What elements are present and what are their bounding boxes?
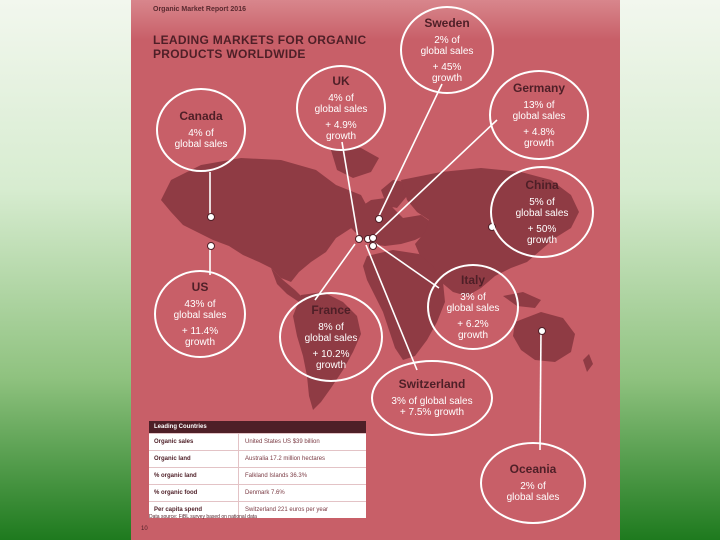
north-america-shape	[161, 158, 369, 282]
callout-china	[490, 166, 594, 258]
callout-sweden	[400, 6, 494, 94]
location-dot-oceania	[538, 327, 546, 335]
callout-china-share-label: global sales	[515, 207, 569, 219]
location-dot-sweden	[375, 215, 383, 223]
new-zealand-shape	[583, 354, 593, 372]
table-source-note: Data source: FiBL survey based on national data	[149, 514, 257, 520]
callout-sweden-share: 2% of	[434, 34, 460, 46]
callout-france-growth-label: growth	[315, 359, 346, 371]
table-row-value: Falkland Islands 36.3%	[238, 468, 366, 484]
connector-oceania	[540, 330, 541, 450]
callout-us	[154, 270, 246, 358]
table-header: Leading Countries	[149, 421, 366, 433]
callout-uk-growth: + 4.9%	[325, 119, 357, 131]
callout-canada-name: Canada	[179, 109, 223, 123]
callout-sweden-growth: + 45%	[432, 61, 462, 73]
table-row	[149, 433, 366, 450]
location-dot-italy	[369, 242, 377, 250]
callout-italy-share-label: global sales	[446, 302, 500, 314]
report-label: Organic Market Report 2016	[153, 6, 246, 13]
callout-switzerland-name: Switzerland	[398, 377, 466, 391]
table-row-value: Denmark 7.6%	[238, 485, 366, 501]
callout-germany-growth: + 4.8%	[523, 126, 555, 138]
callout-china-growth: + 50%	[527, 223, 557, 235]
callout-italy-growth: + 6.2%	[457, 318, 489, 330]
table-row-key: % organic land	[154, 473, 197, 479]
callout-italy-share: 3% of	[460, 291, 486, 303]
callout-us-share-label: global sales	[173, 309, 227, 321]
callout-switzerland	[371, 360, 493, 436]
table-row-value: United States US $39 billion	[238, 434, 366, 450]
callout-france-share: 8% of	[318, 321, 344, 333]
callout-germany-growth-label: growth	[523, 137, 554, 149]
callout-uk	[296, 65, 386, 151]
callout-us-name: US	[191, 279, 209, 294]
callout-germany	[489, 70, 589, 160]
callout-china-name: China	[525, 177, 559, 192]
callout-switzerland-share: 3% of global sales	[391, 396, 473, 407]
callout-canada-share-label: global sales	[174, 139, 228, 150]
callout-china-share: 5% of	[529, 196, 555, 208]
callout-oceania-share-label: global sales	[506, 492, 560, 503]
table-row-key: % organic food	[154, 490, 198, 496]
table-row-value: Australia 17.2 million hectares	[238, 451, 366, 467]
callout-canada-share: 4% of	[188, 128, 214, 139]
callout-uk-share: 4% of	[328, 92, 354, 104]
table-row-key: Per capita spend	[154, 507, 203, 513]
table-row	[149, 450, 366, 467]
callout-germany-name: Germany	[512, 80, 566, 95]
callout-us-growth: + 11.4%	[181, 325, 219, 337]
table-row	[149, 467, 366, 484]
callout-uk-share-label: global sales	[314, 103, 368, 115]
callout-oceania-name: Oceania	[509, 462, 557, 476]
callout-italy-name: Italy	[460, 272, 485, 287]
callout-us-growth-label: growth	[184, 336, 215, 348]
callout-italy-growth-label: growth	[457, 329, 488, 341]
callout-oceania	[480, 442, 586, 524]
callout-sweden-name: Sweden	[424, 15, 470, 30]
greenland-shape	[331, 148, 379, 178]
callout-switzerland-growth: + 7.5% growth	[399, 407, 465, 418]
callout-germany-share-label: global sales	[512, 110, 566, 122]
location-dot-us	[207, 242, 215, 250]
page-title: LEADING MARKETS FOR ORGANIC PRODUCTS WORLDWIDE	[153, 33, 367, 61]
callout-uk-name: UK	[332, 73, 350, 88]
location-dot-canada	[207, 213, 215, 221]
leading-countries-table	[149, 421, 366, 518]
callout-sweden-growth-label: growth	[431, 72, 462, 84]
table-row-value: Switzerland 221 euros per year	[238, 502, 366, 518]
table-row	[149, 484, 366, 501]
callout-germany-share: 13% of	[523, 99, 555, 111]
table-row-key: Organic sales	[154, 439, 194, 445]
callout-us-share: 43% of	[184, 298, 216, 310]
callout-italy	[427, 264, 519, 350]
report-page	[131, 0, 620, 540]
location-dot-uk	[355, 235, 363, 243]
page-number: 10	[141, 526, 148, 532]
australia-shape	[513, 312, 575, 362]
callout-china-growth-label: growth	[526, 234, 557, 246]
callout-canada	[156, 88, 246, 172]
callout-sweden-share-label: global sales	[420, 45, 474, 57]
callout-uk-growth-label: growth	[325, 130, 356, 142]
callout-france-share-label: global sales	[304, 332, 358, 344]
table-row-key: Organic land	[154, 456, 191, 462]
callout-france-growth: + 10.2%	[312, 348, 350, 360]
callout-oceania-share: 2% of	[520, 481, 546, 492]
callout-france-name: France	[311, 302, 351, 317]
callout-france	[279, 292, 383, 382]
location-dot-germany	[369, 234, 377, 242]
